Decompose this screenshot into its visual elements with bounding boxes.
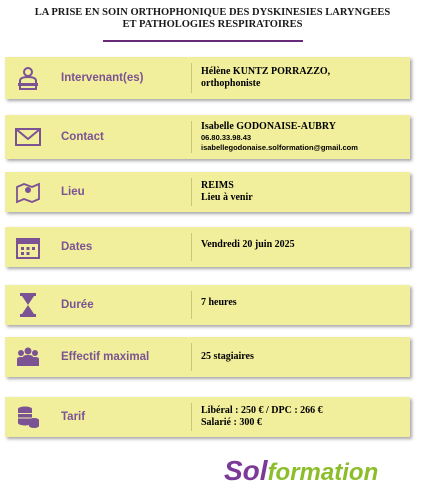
label-tarif: Tarif	[61, 411, 86, 423]
hourglass-icon	[15, 292, 41, 318]
row-divider	[191, 121, 192, 153]
row-intervenants	[5, 57, 410, 99]
row-dates	[5, 227, 410, 267]
label-lieu: Lieu	[61, 186, 85, 198]
value-duree	[201, 297, 237, 309]
row-divider	[191, 291, 192, 319]
label-contact: Contact	[61, 131, 104, 143]
value-line: Salarié : 300 €	[201, 417, 262, 428]
value-intervenants	[201, 66, 330, 90]
row-tarif	[5, 397, 410, 437]
logo-part-formation: formation	[267, 459, 379, 486]
map-pin-icon	[15, 179, 41, 205]
value-line: 7 heures	[201, 297, 237, 308]
label-intervenants: Intervenant(es)	[61, 72, 144, 84]
calendar-icon	[15, 234, 41, 260]
row-divider	[191, 63, 192, 93]
label-duree: Durée	[61, 299, 94, 311]
row-duree	[5, 285, 410, 325]
page-title	[0, 7, 425, 31]
value-effectif	[201, 351, 254, 363]
row-lieu	[5, 172, 410, 212]
row-effectif	[5, 337, 410, 377]
title-underline	[103, 40, 303, 42]
value-dates	[201, 239, 295, 251]
value-line: Isabelle GODONAISE-AUBRY	[201, 121, 336, 132]
value-line: Libéral : 250 € / DPC : 266 €	[201, 405, 323, 416]
value-email: isabellegodonaise.solformation@gmail.com	[201, 143, 358, 152]
envelope-icon	[15, 124, 41, 150]
coins-icon	[15, 404, 41, 430]
speaker-person-icon	[15, 65, 41, 91]
row-divider	[191, 233, 192, 261]
value-phone: 06.80.33.98.43	[201, 133, 252, 142]
logo-part-sol: Sol	[224, 455, 268, 486]
value-line: Hélène KUNTZ PORRAZZO,	[201, 66, 331, 77]
value-tarif	[201, 405, 323, 429]
label-effectif: Effectif maximal	[61, 351, 150, 363]
row-divider	[191, 403, 192, 431]
value-contact	[201, 121, 358, 153]
value-line: Lieu à venir	[201, 192, 253, 203]
title-line-2: ET PATHOLOGIES RESPIRATOIRES	[122, 19, 303, 30]
title-line-1: LA PRISE EN SOIN ORTHOPHONIQUE DES DYSKINESIES LARYNGEES	[34, 7, 391, 18]
value-line: Vendredi 20 juin 2025	[201, 239, 295, 250]
value-line: 25 stagiaires	[201, 351, 254, 362]
label-dates: Dates	[61, 241, 93, 253]
value-lieu	[201, 180, 253, 204]
solformation-logo	[224, 455, 378, 487]
value-line: orthophoniste	[201, 78, 261, 89]
value-line: REIMS	[201, 180, 234, 191]
row-divider	[191, 343, 192, 371]
group-icon	[15, 344, 41, 370]
row-contact	[5, 115, 410, 159]
row-divider	[191, 178, 192, 206]
